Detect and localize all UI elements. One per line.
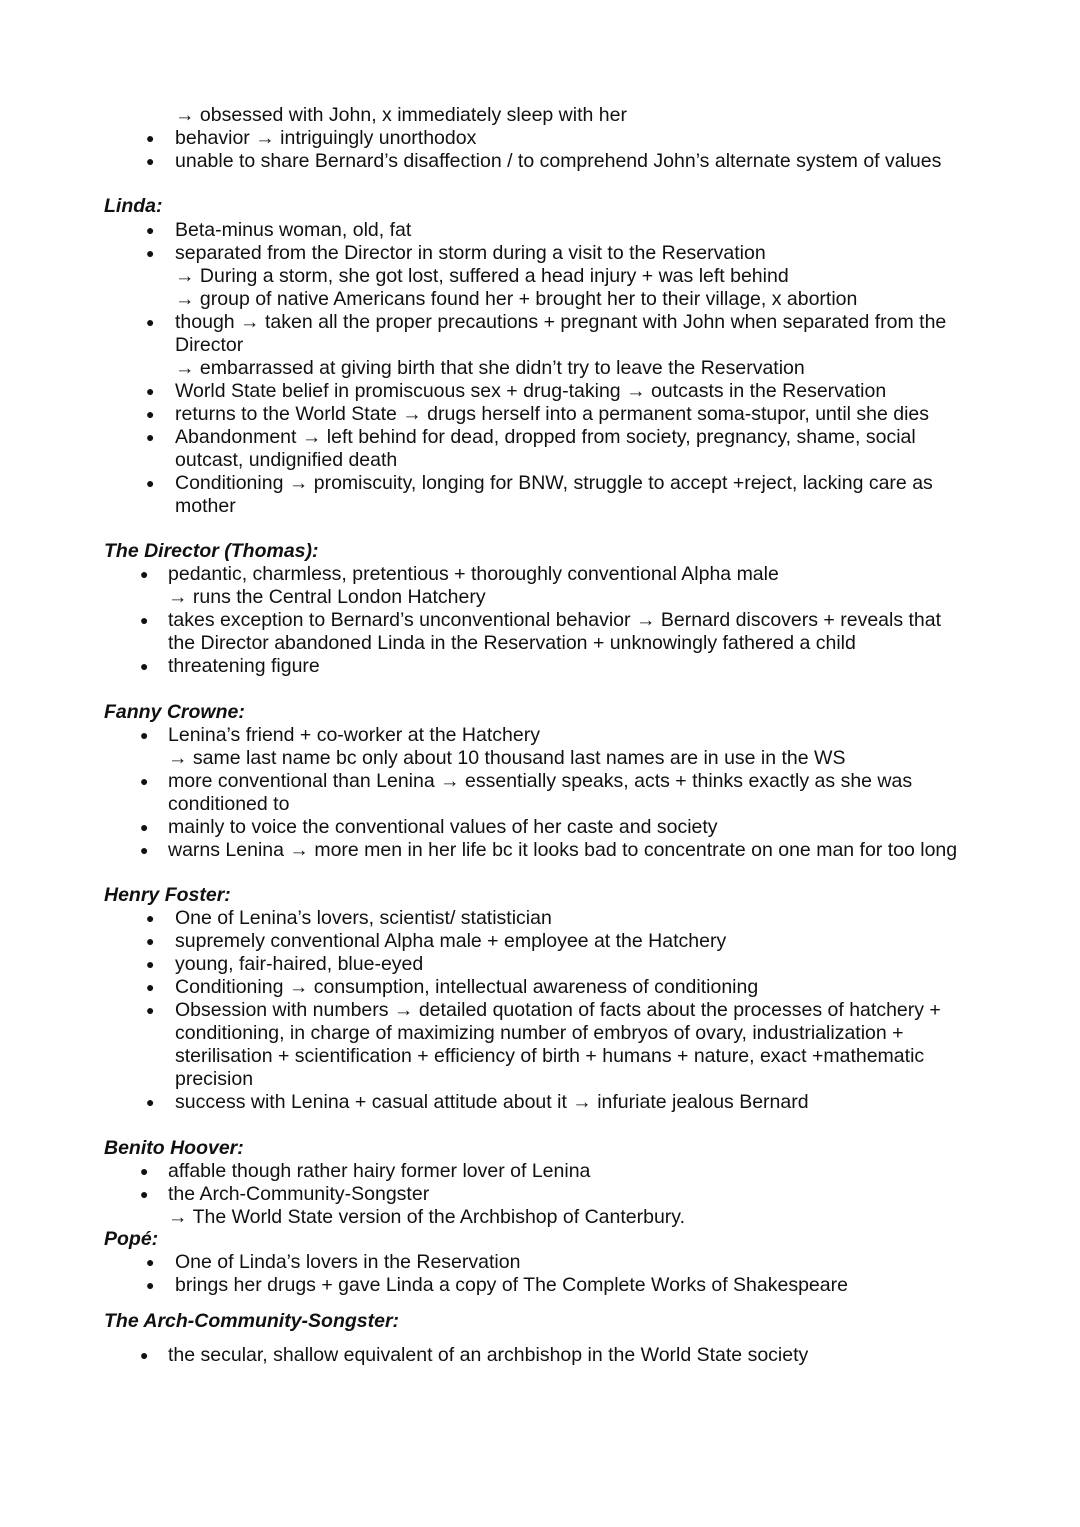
bullet-icon: ● [140,819,149,835]
bullet-icon: ● [146,956,155,972]
bullet-icon: ● [146,1254,155,1270]
bullet-icon: ● [146,910,155,926]
bullet-icon: ● [140,612,149,628]
bullet-icon: ● [140,1186,149,1202]
list-item-continuation: Director [175,334,244,356]
list-item-continuation: → During a storm, she got lost, suffered a head injury + was left behind [175,265,789,287]
list-item: separated from the Director in storm during a visit to the Reservation [175,242,766,264]
list-item-continuation: outcast, undignified death [175,449,398,471]
list-item-continuation: conditioning, in charge of maximizing number of embryos of ovary, industrialization + [175,1022,904,1044]
list-item: affable though rather hairy former lover of Lenina [168,1160,591,1182]
list-item: One of Linda’s lovers in the Reservation [175,1251,521,1273]
bullet-icon: ● [140,1163,149,1179]
list-item: takes exception to Bernard’s unconventional behavior → Bernard discovers + reveals that [168,609,942,631]
list-item: though → taken all the proper precautions + pregnant with John when separated from the [175,311,947,333]
list-item-continuation: → The World State version of the Archbishop of Canterbury. [168,1206,686,1228]
bullet-icon: ● [146,383,155,399]
list-item: warns Lenina → more men in her life bc it looks bad to concentrate on one man for too long [168,839,958,861]
list-item: Lenina’s friend + co-worker at the Hatchery [168,724,540,746]
bullet-icon: ● [146,130,155,146]
list-item: Conditioning → consumption, intellectual awareness of conditioning [175,976,759,998]
list-item: Abandonment → left behind for dead, dropped from society, pregnancy, shame, social [175,426,916,448]
section-heading: Popé: [104,1228,159,1250]
bullet-icon: ● [140,842,149,858]
section-heading: Benito Hoover: [104,1137,244,1159]
bullet-icon: ● [146,933,155,949]
list-item-continuation: → obsessed with John, x immediately sleep with her [175,104,627,126]
bullet-icon: ● [140,658,149,674]
list-item: One of Lenina’s lovers, scientist/ statistician [175,907,552,929]
list-item-continuation: → embarrassed at giving birth that she didn’t try to leave the Reservation [175,357,805,379]
bullet-icon: ● [146,1002,155,1018]
list-item: behavior → intriguingly unorthodox [175,127,477,149]
list-item-continuation: the Director abandoned Linda in the Reservation + unknowingly fathered a child [168,632,856,654]
list-item-continuation: sterilisation + scientification + efficiency of birth + humans + nature, exact +mathematic [175,1045,925,1067]
bullet-icon: ● [146,475,155,491]
bullet-icon: ● [140,773,149,789]
section-heading: Fanny Crowne: [104,701,245,723]
list-item-continuation: → group of native Americans found her + brought her to their village, x abortion [175,288,858,310]
section-heading: The Director (Thomas): [104,540,319,562]
list-item: supremely conventional Alpha male + employee at the Hatchery [175,930,727,952]
list-item: threatening figure [168,655,320,677]
bullet-icon: ● [146,1277,155,1293]
bullet-icon: ● [146,245,155,261]
bullet-icon: ● [140,727,149,743]
list-item: Beta-minus woman, old, fat [175,219,412,241]
list-item: brings her drugs + gave Linda a copy of The Complete Works of Shakespeare [175,1274,848,1296]
bullet-icon: ● [146,1094,155,1110]
list-item: returns to the World State → drugs herself into a permanent soma-stupor, until she dies [175,403,930,425]
bullet-icon: ● [146,979,155,995]
list-item-continuation: → runs the Central London Hatchery [168,586,486,608]
section-heading: Linda: [104,195,163,217]
list-item: unable to share Bernard’s disaffection / to comprehend John’s alternate system of values [175,150,942,172]
list-item: more conventional than Lenina → essentially speaks, acts + thinks exactly as she was [168,770,913,792]
list-item-continuation: mother [175,495,236,517]
list-item-continuation: precision [175,1068,254,1090]
list-item-continuation: conditioned to [168,793,290,815]
list-item: success with Lenina + casual attitude about it → infuriate jealous Bernard [175,1091,809,1113]
bullet-icon: ● [146,153,155,169]
list-item-continuation: → same last name bc only about 10 thousand last names are in use in the WS [168,747,846,769]
section-heading: Henry Foster: [104,884,231,906]
bullet-icon: ● [146,314,155,330]
list-item: Conditioning → promiscuity, longing for BNW, struggle to accept +reject, lacking care as [175,472,933,494]
bullet-icon: ● [146,406,155,422]
list-item: World State belief in promiscuous sex + drug-taking → outcasts in the Reservation [175,380,887,402]
list-item: young, fair-haired, blue-eyed [175,953,424,975]
list-item: the secular, shallow equivalent of an archbishop in the World State society [168,1344,809,1366]
bullet-icon: ● [146,222,155,238]
section-heading: The Arch-Community-Songster: [104,1310,400,1332]
bullet-icon: ● [140,566,149,582]
bullet-icon: ● [140,1347,149,1363]
bullet-icon: ● [146,429,155,445]
list-item: mainly to voice the conventional values of her caste and society [168,816,718,838]
list-item: Obsession with numbers → detailed quotation of facts about the processes of hatchery + [175,999,941,1021]
list-item: the Arch-Community-Songster [168,1183,430,1205]
list-item: pedantic, charmless, pretentious + thoroughly conventional Alpha male [168,563,779,585]
